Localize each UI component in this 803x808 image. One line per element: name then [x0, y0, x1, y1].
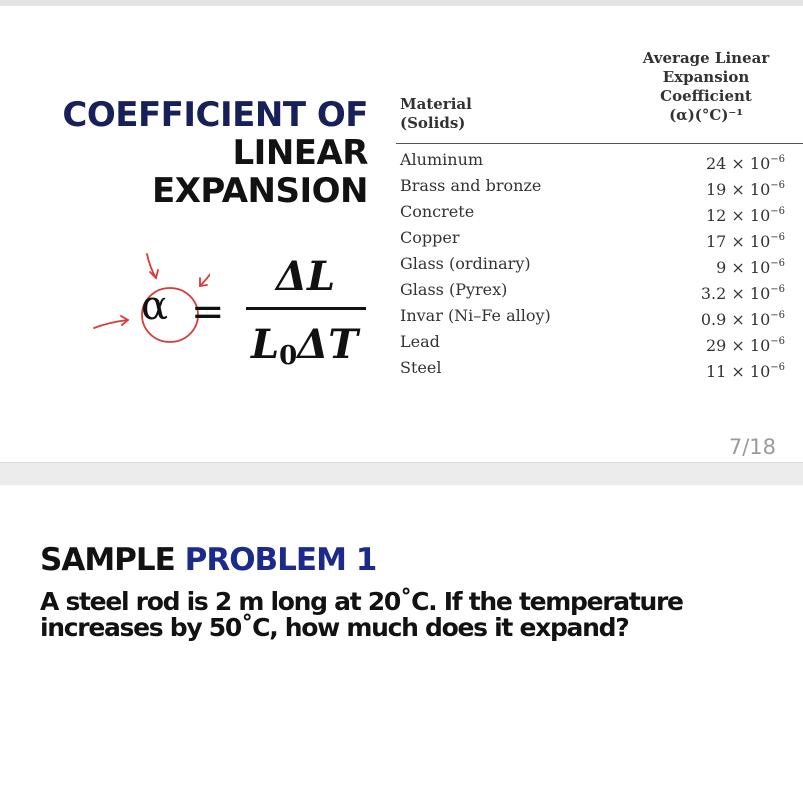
coefficient-header-line-4: (α)(°C)⁻¹	[669, 106, 743, 124]
slide-title-line-3: EXPANSION	[151, 171, 368, 211]
alpha-symbol: α	[141, 283, 169, 329]
formula-denominator	[251, 323, 358, 378]
coefficient-header-line-2: Expansion	[662, 68, 750, 86]
material-cell: Invar (Ni–Fe alloy)	[400, 306, 551, 325]
material-cell: Glass (ordinary)	[400, 254, 531, 273]
coefficient-cell: $9 \times 10^{-6}$	[716, 258, 785, 277]
material-cell: Glass (Pyrex)	[400, 280, 508, 299]
page-number: 7/18	[728, 435, 776, 459]
table-row	[400, 355, 785, 381]
sample-problem-title	[40, 542, 376, 578]
slide-title-line-2: LINEAR	[232, 133, 368, 173]
material-header-line-1: Material	[400, 95, 472, 113]
coefficient-cell: $24 \times 10^{-6}$	[705, 154, 785, 173]
table-row	[400, 251, 785, 277]
table-row	[400, 225, 785, 251]
material-cell: Steel	[400, 358, 442, 377]
coefficient-cell: $11 \times 10^{-6}$	[705, 362, 785, 381]
material-cell: Copper	[400, 228, 460, 247]
material-cell: Lead	[400, 332, 440, 351]
denominator-delta-t: ΔT	[297, 321, 359, 368]
coefficient-cell: $29 \times 10^{-6}$	[705, 336, 785, 355]
table-row	[400, 277, 785, 303]
table-row	[400, 199, 785, 225]
title-word-problem: PROBLEM 1	[184, 542, 377, 578]
coefficient-cell: $0.9 \times 10^{-6}$	[700, 310, 785, 329]
problem-statement	[40, 589, 780, 641]
table-row	[400, 147, 785, 173]
coefficient-header-line-3: Coefficient	[660, 87, 752, 105]
material-cell: Concrete	[400, 202, 475, 221]
title-word-sample: SAMPLE	[40, 542, 185, 578]
problem-line-2: increases by 50˚C, how much does it expand?	[40, 613, 629, 642]
equals-sign: =	[191, 289, 225, 335]
slide-title-line-1: COEFFICIENT OF	[62, 95, 368, 135]
coefficient-header	[628, 49, 784, 125]
coefficient-cell: $3.2 \times 10^{-6}$	[700, 284, 785, 303]
coefficient-header-line-1: Average Linear	[642, 49, 770, 67]
material-cell: Brass and bronze	[400, 176, 542, 195]
table-header-rule	[396, 143, 803, 144]
denominator-L: L	[251, 321, 280, 368]
fraction-bar	[246, 307, 366, 310]
slide-separator	[0, 462, 803, 486]
table-row	[400, 173, 785, 199]
coefficient-cell: $17 \times 10^{-6}$	[705, 232, 785, 251]
material-cell: Aluminum	[400, 150, 484, 169]
table-row	[400, 303, 785, 329]
coefficient-cell: $12 \times 10^{-6}$	[705, 206, 785, 225]
expansion-table-rows	[400, 147, 785, 381]
formula-numerator: ΔL	[276, 253, 336, 300]
slide-8	[0, 485, 803, 808]
material-header-line-2: (Solids)	[400, 114, 466, 132]
table-row	[400, 329, 785, 355]
problem-line-1: A steel rod is 2 m long at 20˚C. If the temperature	[40, 587, 683, 616]
coefficient-cell: $19 \times 10^{-6}$	[705, 180, 785, 199]
material-header	[400, 95, 472, 133]
denominator-subscript: 0	[279, 341, 298, 371]
